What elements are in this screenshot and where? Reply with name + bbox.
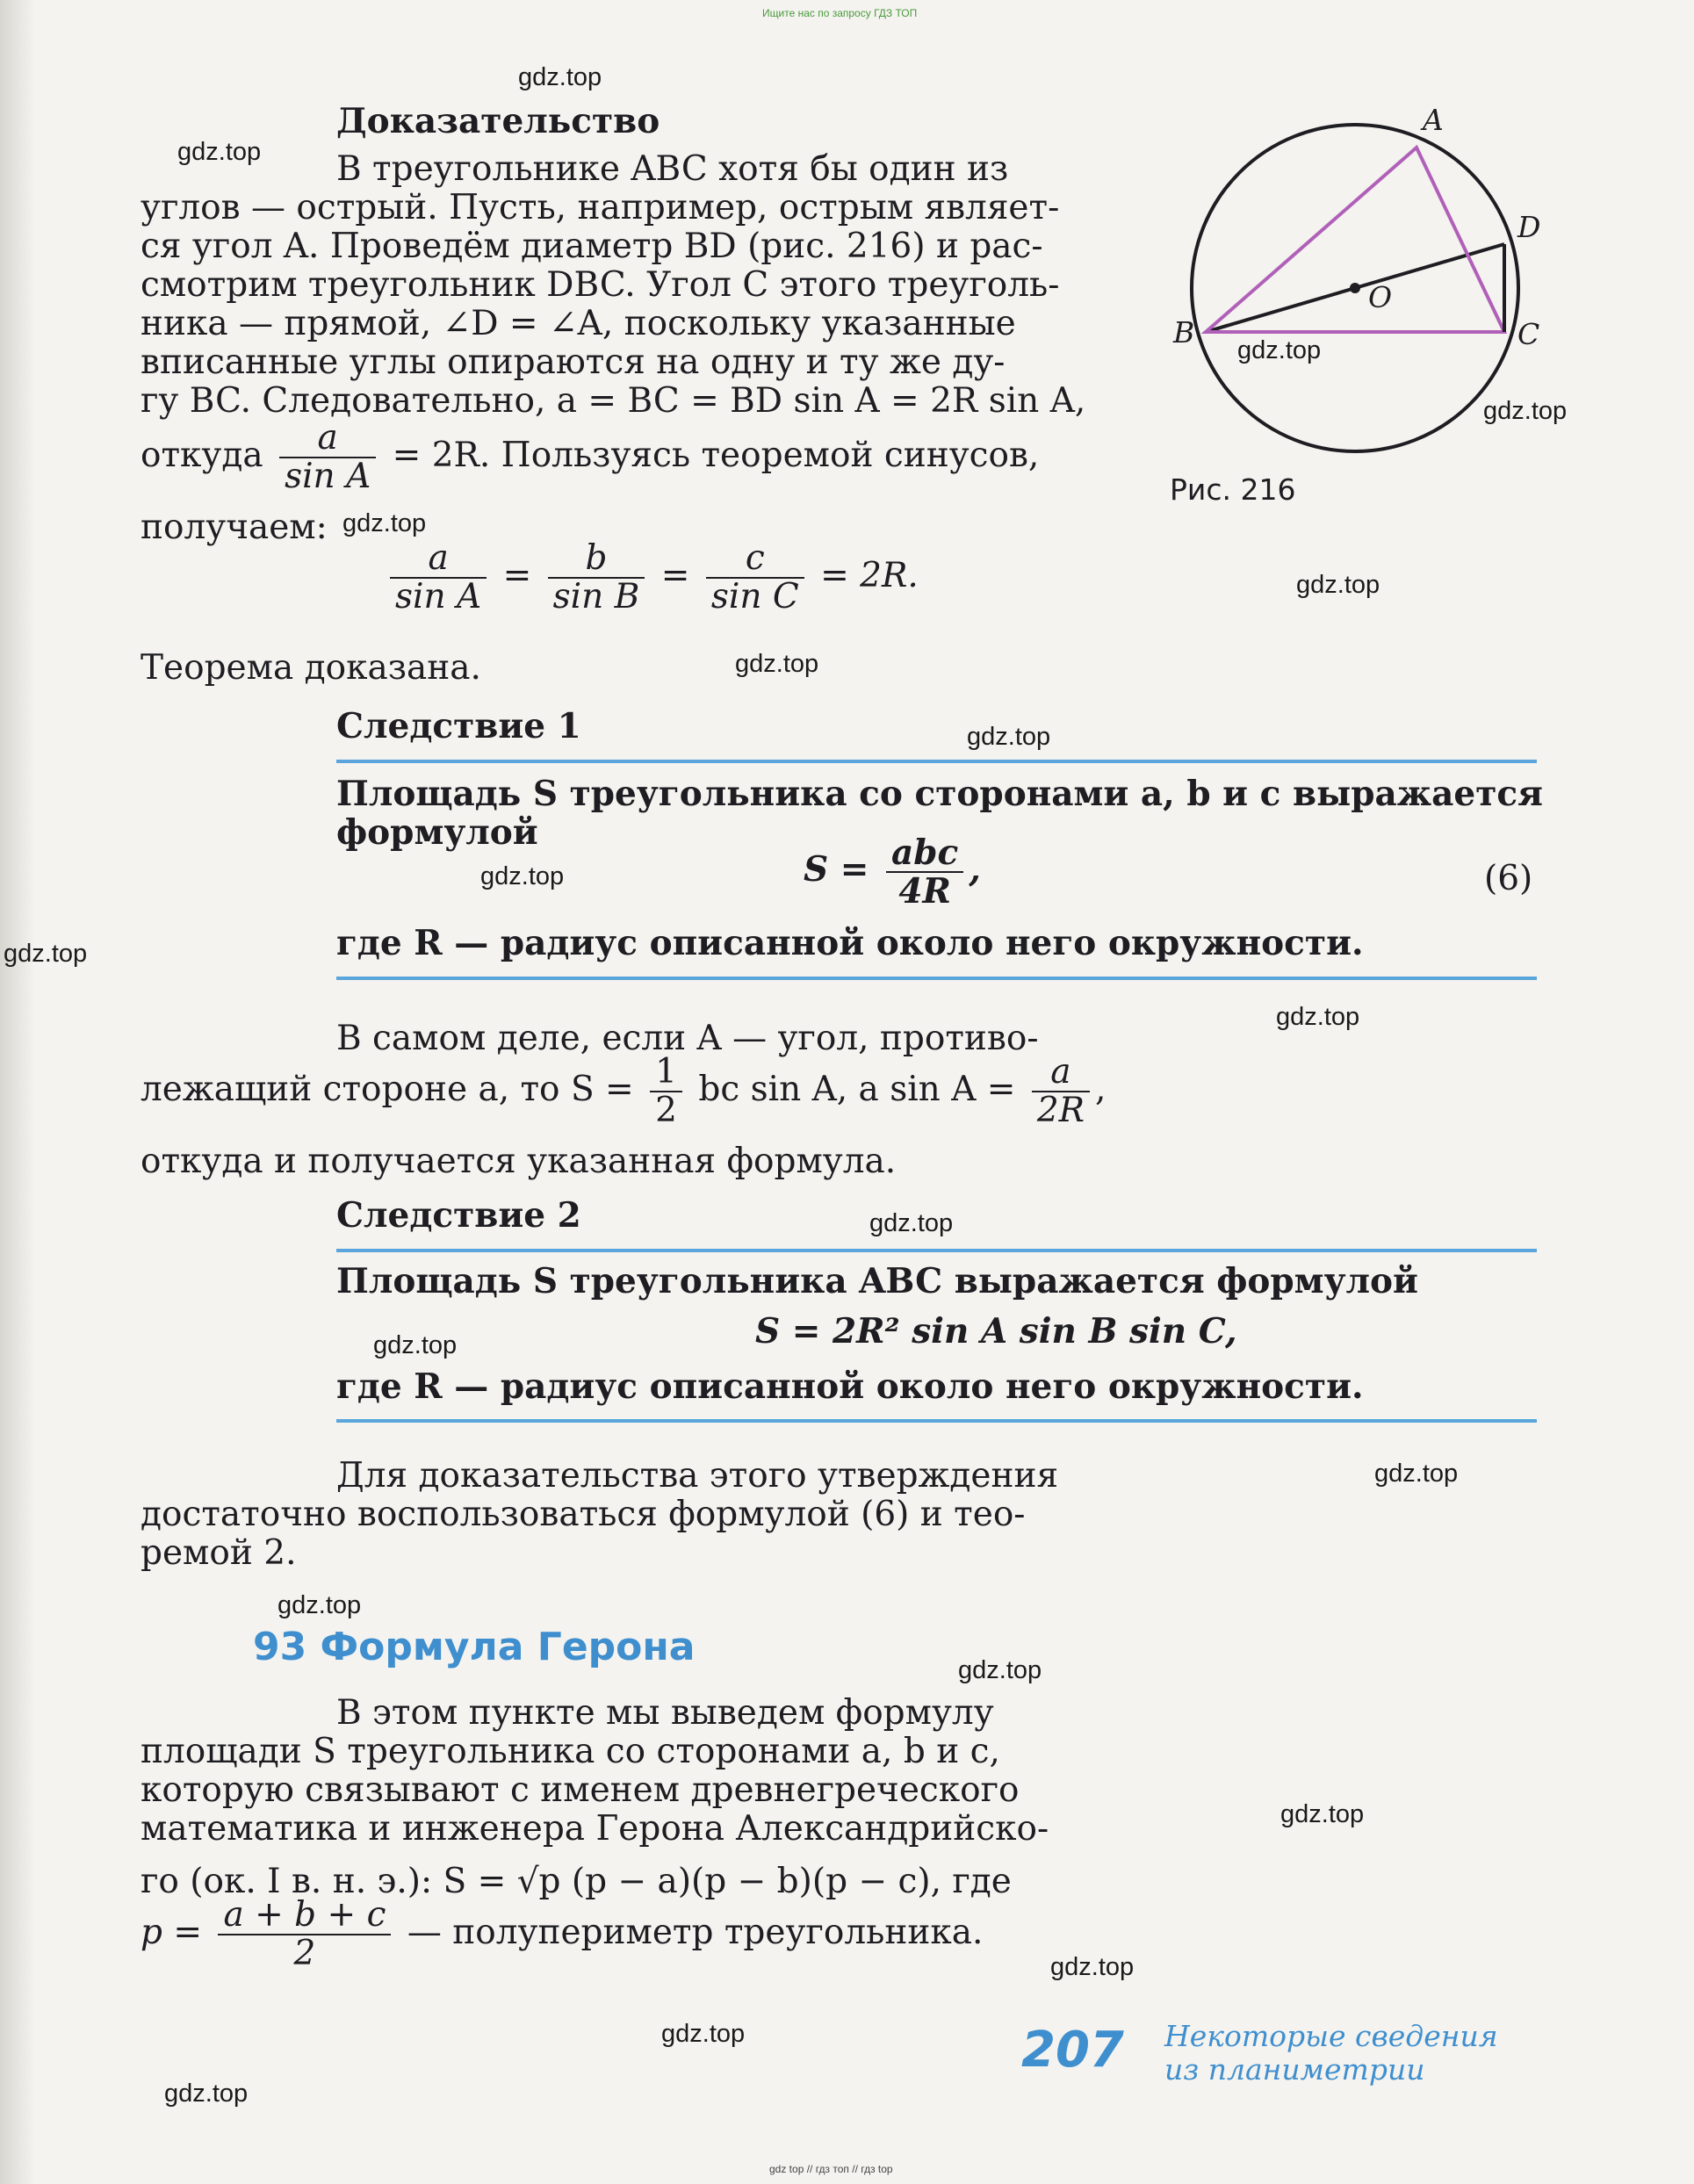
text-part: лежащий стороне a, то S = [141,1070,634,1109]
whence-line [141,420,1039,495]
corollary-2-statement: Площадь S треугольника ABC выражается формулой [336,1261,1418,1301]
fraction-denominator: sin B [552,577,640,616]
proof-line: вписанные углы опираются на одну и ту же ду- [141,342,1006,382]
watermark: gdz.top [1237,336,1322,364]
fraction-b [548,540,645,616]
label-O: O [1368,280,1393,314]
divider [336,977,1537,980]
fraction-numerator: a [390,540,487,579]
triangle-ABC [1206,148,1504,332]
watermark: gdz.top [1483,397,1568,425]
watermark: gdz.top [480,862,565,890]
fraction-denominator: sin C [710,577,799,616]
fraction-one-half [650,1054,682,1129]
fraction-a-over-2R [1032,1054,1090,1129]
equals-sign: = [502,556,532,595]
section-93-line: го (ок. I в. н. э.): S = √p (p − a)(p − b)(p − c), где [141,1862,1012,1901]
text-part: , [1095,1070,1107,1109]
fraction-denominator: 2 [655,1091,677,1130]
whence-suffix: = 2R. Пользуясь теоремой синусов, [392,436,1040,475]
proof-line: ника — прямой, ∠D = ∠A, поскольку указанные [141,304,1016,343]
text-part: bc sin A, а sin A = [698,1070,1016,1109]
theorem-proved: Теорема доказана. [141,648,481,688]
fraction-denominator: 2R [1036,1091,1085,1130]
top-note: Ищите нас по запросу ГДЗ ТОП [762,7,918,19]
formula-tail: , [969,849,981,890]
fraction-numerator: a + b + c [218,1897,391,1935]
corollary-2-statement: где R — радиус описанной около него окружности. [336,1366,1364,1407]
watermark: gdz.top [4,940,88,968]
label-D: D [1517,210,1541,244]
fraction-numerator: abc [886,834,963,873]
watermark: gdz.top [373,1331,458,1359]
fraction-abc-over-4R [886,834,963,910]
section-93-line: площади S треугольника со сторонами a, b и c, [141,1732,1000,1771]
fraction-numerator: a [1032,1054,1090,1092]
formula-left: S = [804,849,869,890]
area-formula-6 [804,834,981,910]
watermark: gdz.top [735,650,819,678]
proof-line: ся угол A. Проведём диаметр BD (рис. 216) и рас- [141,227,1043,266]
corollary-1-statement: формулой [336,812,538,853]
fraction-a [390,540,487,616]
watermark: gdz.top [1276,1003,1360,1031]
area-formula-sines: S = 2R² sin A sin B sin C, [755,1311,1237,1351]
explanation-2-line: ремой 2. [141,1533,297,1573]
section-93-title: 93 Формула Герона [253,1625,696,1669]
divider [336,760,1537,763]
page-edge-shadow [0,0,35,2184]
fraction-numerator: a [279,420,376,458]
fraction-semiperimeter [218,1897,391,1972]
watermark: gdz.top [1280,1800,1365,1828]
proof-title: Доказательство [336,101,660,141]
chapter-title: Некоторые сведения [1164,2019,1498,2053]
section-93-line: В этом пункте мы выведем формулу [336,1693,994,1733]
label-B: B [1173,315,1195,350]
watermark: gdz.top [342,509,427,537]
watermark: gdz.top [278,1591,362,1619]
explanation-1-formula-line [141,1054,1106,1129]
section-93-line: математика и инженера Герона Александрийско- [141,1809,1049,1849]
watermark: gdz.top [869,1209,954,1237]
explanation-1-line: откуда и получается указанная формула. [141,1142,897,1181]
fraction-numerator: c [706,540,804,579]
fraction-denominator: sin A [285,457,371,496]
watermark: gdz.top [1296,571,1380,599]
text-part: — полупериметр треугольника. [407,1913,984,1952]
divider [336,1249,1537,1252]
fraction-denominator: 4R [898,871,951,912]
watermark: gdz.top [1374,1460,1459,1488]
corollary-1-title: Следствие 1 [336,706,581,746]
proof-line: В треугольнике ABC хотя бы один из [336,149,1009,189]
proof-line: смотрим треугольник DBC. Угол C этого треуголь- [141,265,1060,305]
page-number: 207 [1021,2022,1124,2079]
fraction-numerator: b [548,540,645,579]
corollary-1-statement: где R — радиус описанной около него окружности. [336,923,1364,963]
section-93-line: которую связывают с именем древнегреческого [141,1770,1020,1810]
proof-line: гу BC. Следовательно, a = BC = BD sin A = 2R sin A, [141,381,1086,421]
watermark: gdz.top [177,138,262,166]
whence-prefix: откуда [141,436,263,475]
explanation-2-line: достаточно воспользоваться формулой (6) и тео- [141,1495,1026,1534]
watermark: gdz.top [967,723,1051,751]
equals-sign: = [660,556,690,595]
explanation-1-line: В самом деле, если A — угол, противо- [336,1019,1039,1058]
we-get-text: получаем: [141,508,328,547]
corollary-1-statement: Площадь S треугольника со сторонами a, b и c выражается [336,774,1543,814]
figure-caption: Рис. 216 [1170,472,1296,507]
watermark: gdz.top [958,1656,1042,1684]
fraction-a-over-sinA [279,420,376,495]
watermark: gdz.top [1050,1953,1135,1981]
watermark: gdz.top [164,2079,249,2108]
proof-line: углов — острый. Пусть, например, острым являет- [141,188,1060,227]
text-part: p = [141,1913,203,1952]
formula-result: = 2R. [820,556,919,595]
bottom-note: gdz top // гдз топ // гдз top [769,2163,893,2175]
fraction-c [706,540,804,616]
fraction-denominator: sin A [395,577,482,616]
watermark: gdz.top [518,63,602,91]
label-A: A [1423,103,1444,137]
semiperimeter-line [141,1897,983,1972]
chapter-title: из планиметрии [1164,2052,1425,2087]
label-C: C [1517,317,1540,351]
explanation-2-line: Для доказательства этого утверждения [336,1456,1059,1496]
fraction-denominator: 2 [293,1934,316,1973]
law-of-sines-formula [385,540,919,616]
formula-number: (6) [1484,859,1533,898]
watermark: gdz.top [661,2020,746,2048]
center-point [1350,283,1360,293]
divider [336,1419,1537,1423]
figure-216 [1168,97,1572,509]
fraction-numerator: 1 [650,1054,682,1092]
corollary-2-title: Следствие 2 [336,1195,581,1236]
